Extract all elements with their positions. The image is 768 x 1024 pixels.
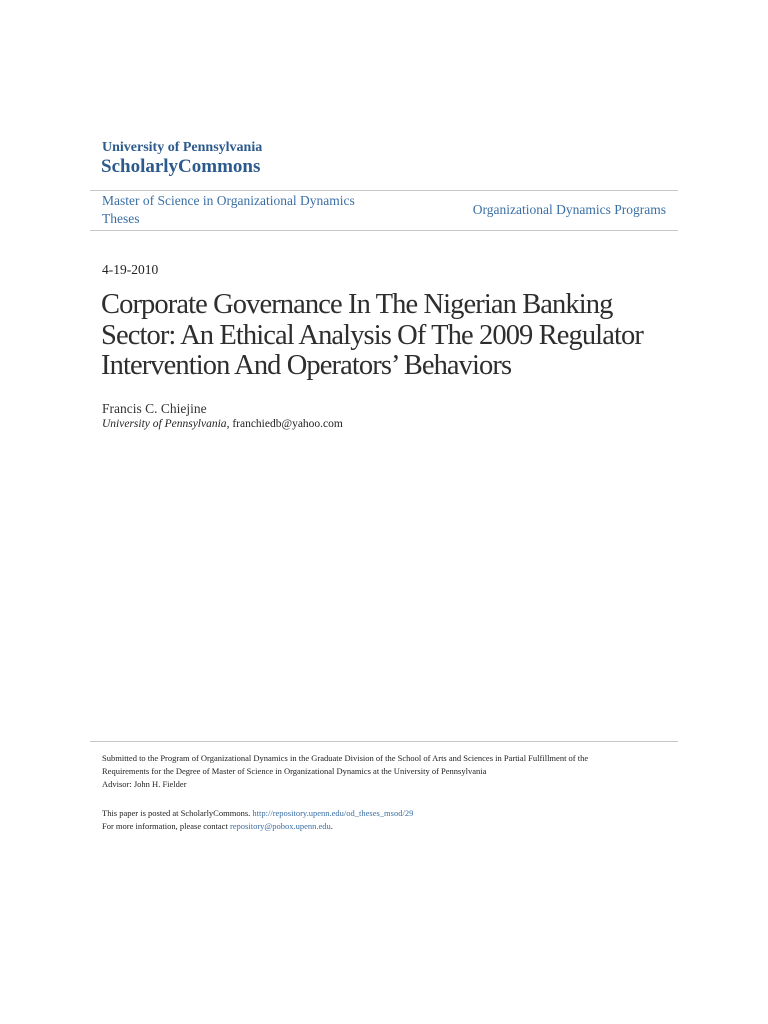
contact-prefix: For more information, please contact — [102, 821, 230, 831]
program-link[interactable]: Organizational Dynamics Programs — [472, 202, 666, 217]
contact-email-link[interactable]: repository@pobox.upenn.edu — [229, 821, 331, 831]
footer-divider — [90, 741, 678, 742]
paper-title: Corporate Governance In The Nigerian Banking Sector: An Ethical Analysis Of The 2009 Regulator Intervention And Operators’ Behaviors — [101, 289, 643, 381]
submission-line-1: Submitted to the Program of Organizational Dynamics in the Graduate Division of the School of Arts and Sciences in Partial Fulfillment of the — [102, 753, 589, 763]
submission-statement — [102, 752, 662, 791]
publication-date: 4-19-2010 — [102, 262, 159, 277]
posted-url-link[interactable]: http://repository.upenn.edu/od_theses_msod/29 — [252, 808, 414, 818]
posted-line — [102, 807, 662, 820]
author-affiliation — [102, 418, 343, 430]
repository-name[interactable]: ScholarlyCommons — [101, 156, 261, 177]
author-name: Francis C. Chiejine — [102, 401, 207, 416]
series-link[interactable]: Master of Science in Organizational Dynamics Theses — [102, 193, 355, 226]
posted-prefix: This paper is posted at ScholarlyCommons. — [102, 808, 253, 818]
author-email: , franchiedb@yahoo.com — [226, 418, 343, 430]
advisor-line: Advisor: John H. Fielder — [102, 779, 187, 789]
contact-line — [102, 820, 662, 833]
university-name: University of Pennsylvania — [102, 140, 263, 155]
posting-info — [102, 807, 662, 833]
top-divider — [90, 190, 678, 191]
submission-line-2: Requirements for the Degree of Master of Science in Organizational Dynamics at the University of Pennsylvania — [102, 766, 487, 776]
contact-suffix: . — [330, 821, 333, 831]
affiliation-name: University of Pennsylvania — [102, 418, 227, 430]
bottom-divider — [90, 230, 678, 231]
